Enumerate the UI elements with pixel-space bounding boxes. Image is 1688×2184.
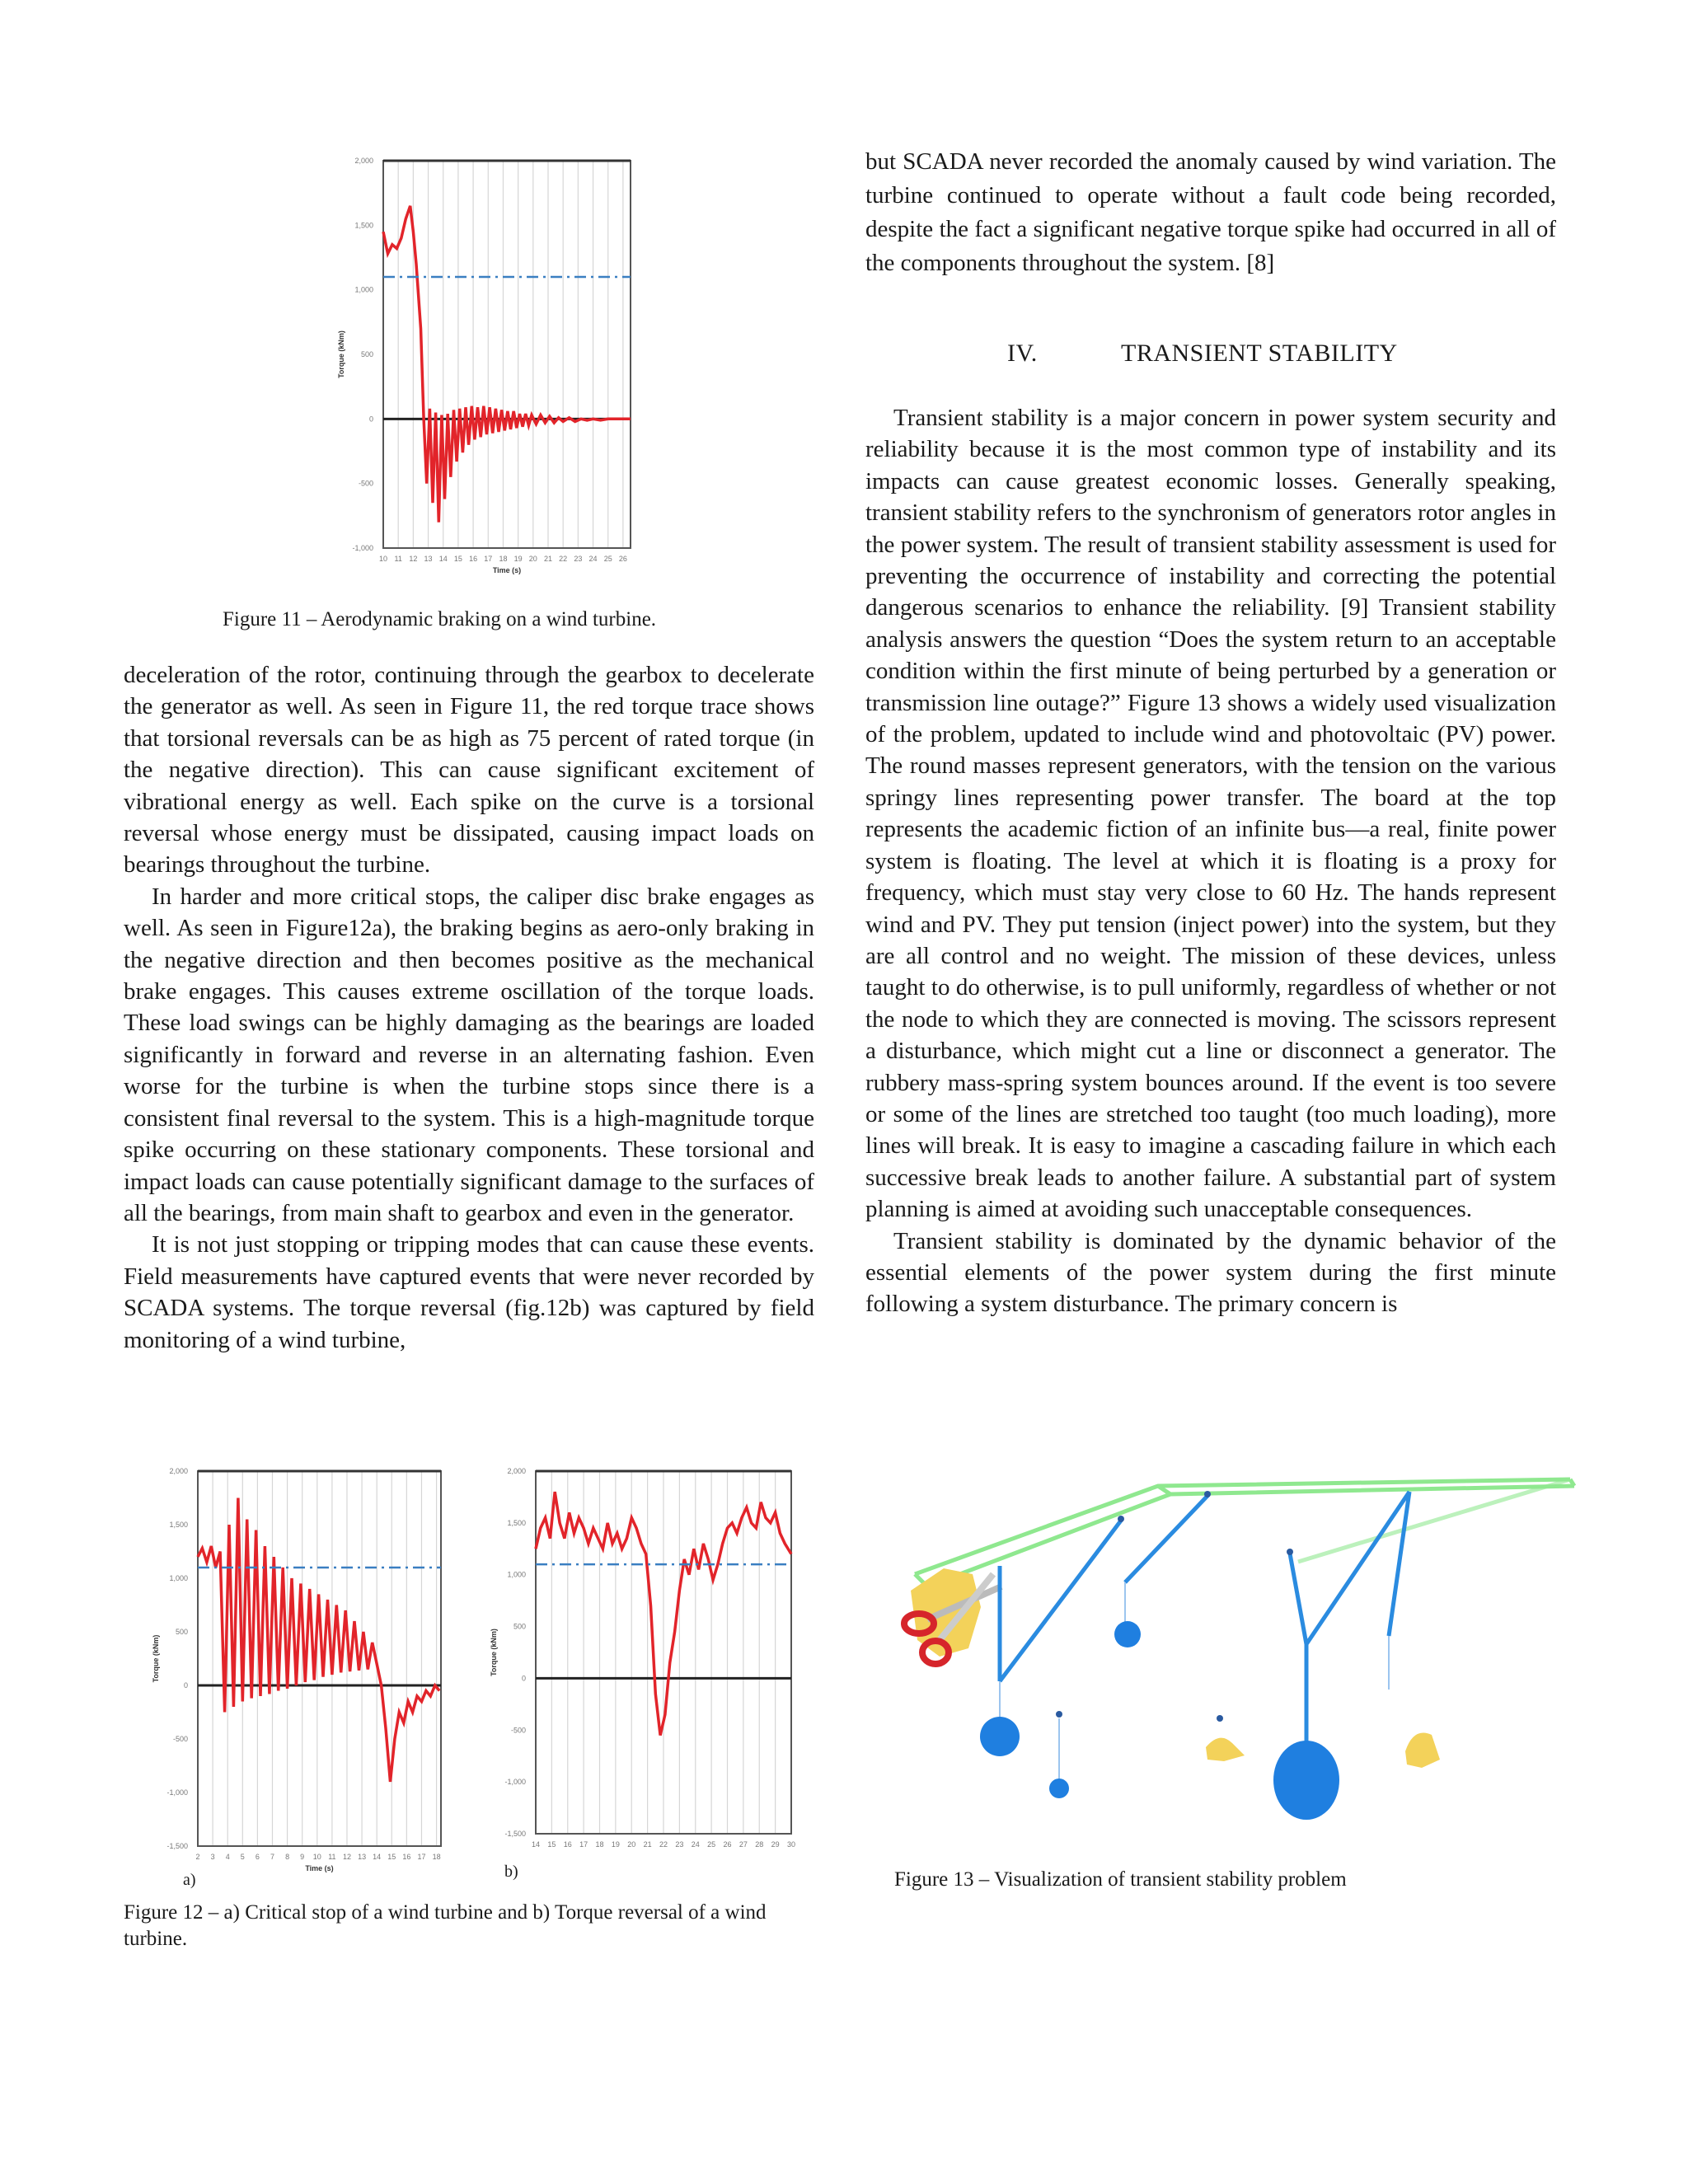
fig12a-x-tick-label: 10 xyxy=(312,1853,321,1861)
generator-mass xyxy=(980,1717,1020,1756)
fig12b-y-tick-label: -500 xyxy=(510,1726,526,1735)
fig11-y-tick-label: -1,000 xyxy=(352,544,373,552)
fig12a-x-tick-label: 8 xyxy=(285,1853,290,1861)
figure-12b-chart xyxy=(478,1459,808,1871)
fig12b-x-tick-label: 24 xyxy=(691,1840,700,1849)
fig12a-y-tick-label: 500 xyxy=(175,1628,188,1636)
right-paragraph-0: but SCADA never recorded the anomaly caused by wind variation. The turbine continued to operate without a fault code being recorded, despite the fact a significant negative torque spike had occurred in all of the components throughout the system. [8] xyxy=(865,148,1556,276)
fig11-x-tick-label: 23 xyxy=(574,555,583,563)
fig11-y-tick-label: 500 xyxy=(360,350,373,359)
fig12a-x-tick-label: 11 xyxy=(328,1853,336,1861)
generator-mass xyxy=(1114,1621,1141,1647)
fig12b-x-tick-label: 26 xyxy=(723,1840,732,1849)
fig12b-x-tick-label: 21 xyxy=(643,1840,652,1849)
fig12a-x-axis-label: Time (s) xyxy=(305,1864,334,1872)
fig12b-y-tick-label: -1,000 xyxy=(504,1778,526,1787)
fig12b-y-axis-label: Torque (kNm) xyxy=(490,1629,498,1676)
section-number: IV. xyxy=(1007,340,1038,367)
fig11-x-tick-label: 15 xyxy=(453,555,462,563)
fig12a-y-axis-label: Torque (kNm) xyxy=(152,1634,160,1683)
fig11-x-tick-label: 18 xyxy=(499,555,508,563)
hand-icon xyxy=(1405,1733,1440,1769)
fig12b-x-tick-label: 28 xyxy=(755,1840,764,1849)
left-paragraph-2: In harder and more critical stops, the caliper disc brake engages as well. As seen in Figure12a), the braking begins as aero-only braking in the negative direction and then becomes positive as the mechanical brake engages. This causes extreme oscillation of the torque loads. These load swings can be highly damaging as the bearings are loaded significantly in forward and reverse in an alternating fashion. Even worse for the turbine is when the turbine stops since there is a consistent final reversal to the system. This is a high-magnitude torque spike occurring on these stationary components. These torsional and impact loads can cause potentially significant damage to the surfaces of all the bearings, from main shaft to gearbox and even in the generator. xyxy=(124,883,814,1226)
right-paragraph-1: Transient stability is a major concern in power system security and reliability because it is the most common type of instability and its impacts can cause greatest economic losses. Generally speaking, transient stability refers to the synchronism of generators rotor angles in the power system. The result of transient stability assessment is used for preventing the occurrence of instability and correcting the potential dangerous scenarios to enhance the reliability. [9] Transient stability analysis answers the question “Does the system return to an acceptable condition within the first minute of being perturbed by a generation or transmission line outage?” Figure 13 shows a widely used visualization of the problem, updated to include wind and photovoltaic (PV) power. The round masses represent generators, with the tension on the various springy lines representing power transfer. The board at the top represents the academic fiction of an infinite bus—a real, finite power system is floating. The level at which it is floating is a proxy for frequency, which must stay very close to 60 Hz. The hands represent wind and PV. They put tension (inject power) into the system, but they are all control and no weight. The mission of these devices, unless taught to do otherwise, is to pull uniformly, regardless of whether or not the node to which they are connected is moving. The scissors represent a disturbance, which might cut a line or disconnect a generator. The rubbery mass-spring system bounces around. If the event is too severe or some of the lines are stretched too taught (too much loading), more lines will break. It is easy to imagine a cascading failure in which each successive break leads to another failure. A substantial part of system planning is aimed at avoiding such unacceptable consequences. xyxy=(865,405,1556,1223)
fig12b-x-tick-label: 27 xyxy=(738,1840,748,1849)
fig12a-x-tick-label: 18 xyxy=(432,1853,441,1861)
fig11-y-tick-label: -500 xyxy=(358,479,373,488)
figure-13-illustration xyxy=(894,1471,1611,1850)
fig12a-x-tick-label: 2 xyxy=(195,1853,200,1861)
hand-icon xyxy=(1206,1738,1245,1761)
fig12b-x-tick-label: 22 xyxy=(659,1840,668,1849)
figure-13-caption: Figure 13 – Visualization of transient stability problem xyxy=(894,1868,1347,1891)
fig11-x-tick-label: 21 xyxy=(543,555,553,563)
fig12b-y-tick-label: 0 xyxy=(521,1674,526,1683)
figure-11-caption: Figure 11 – Aerodynamic braking on a wind turbine. xyxy=(223,608,657,630)
fig12a-x-tick-label: 12 xyxy=(342,1853,351,1861)
figure-12a-label: a) xyxy=(183,1871,196,1889)
fig12a-y-tick-label: 1,500 xyxy=(169,1521,188,1529)
fig12a-y-tick-label: -1,500 xyxy=(166,1842,188,1850)
figure-12a-chart xyxy=(132,1459,462,1887)
fig11-y-tick-label: 0 xyxy=(368,415,373,424)
fig11-x-tick-label: 16 xyxy=(469,555,478,563)
left-column-text xyxy=(124,659,814,1356)
fig12b-x-tick-label: 17 xyxy=(579,1840,588,1849)
fig12b-x-tick-label: 20 xyxy=(627,1840,636,1849)
fig11-x-tick-label: 24 xyxy=(588,555,598,563)
fig12a-y-tick-label: -500 xyxy=(172,1735,188,1743)
fig12b-y-tick-label: 1,000 xyxy=(507,1570,526,1579)
right-paragraph-2: Transient stability is dominated by the dynamic behavior of the essential elements of the power system during the first minute following a system disturbance. The primary concern is xyxy=(865,1227,1556,1318)
fig12a-x-tick-label: 4 xyxy=(225,1853,230,1861)
fig12a-y-tick-label: 0 xyxy=(183,1681,188,1690)
fig11-x-tick-label: 12 xyxy=(409,555,418,563)
fig12a-x-tick-label: 7 xyxy=(270,1853,274,1861)
fig11-x-tick-label: 20 xyxy=(528,555,537,563)
section-title: TRANSIENT STABILITY xyxy=(1121,340,1398,367)
fig12a-x-tick-label: 3 xyxy=(210,1853,215,1861)
fig12a-x-tick-label: 17 xyxy=(417,1853,426,1861)
fig12a-x-tick-label: 5 xyxy=(240,1853,245,1861)
fig12a-y-tick-label: -1,000 xyxy=(166,1788,188,1797)
section-heading xyxy=(1007,340,1398,368)
fig12b-x-tick-label: 18 xyxy=(595,1840,604,1849)
fig11-x-tick-label: 14 xyxy=(438,555,448,563)
fig11-y-tick-label: 1,000 xyxy=(354,285,373,294)
fig11-x-tick-label: 10 xyxy=(378,555,388,563)
fig12b-y-tick-label: 2,000 xyxy=(507,1467,526,1475)
fig11-x-tick-label: 22 xyxy=(559,555,568,563)
left-paragraph-1: deceleration of the rotor, continuing through the gearbox to decelerate the generator as well. As seen in Figure 11, the red torque trace shows that torsional reversals can be as high as 75 percent of rated torque (in the negative direction). This can cause significant excitement of vibrational energy as well. Each spike on the curve is a torsional reversal whose energy must be dissipated, causing impact loads on bearings throughout the turbine. xyxy=(124,662,814,879)
fig11-y-tick-label: 1,500 xyxy=(354,221,373,230)
fig11-x-tick-label: 19 xyxy=(513,555,523,563)
fig12a-x-tick-label: 16 xyxy=(402,1853,411,1861)
fig12a-x-tick-label: 14 xyxy=(373,1853,382,1861)
fig11-x-tick-label: 25 xyxy=(603,555,612,563)
figure-11-chart xyxy=(305,144,651,589)
fig12a-y-tick-label: 1,000 xyxy=(169,1574,188,1582)
fig12b-y-tick-label: 1,500 xyxy=(507,1518,526,1527)
fig12a-torque-trace xyxy=(198,1498,439,1783)
fig11-x-tick-label: 17 xyxy=(484,555,493,563)
fig12b-x-tick-label: 16 xyxy=(563,1840,572,1849)
fig11-x-axis-label: Time (s) xyxy=(492,566,522,574)
fig11-y-axis-label: Torque (kNm) xyxy=(337,330,345,378)
fig12a-y-tick-label: 2,000 xyxy=(169,1467,188,1475)
right-column-top-text xyxy=(865,145,1556,280)
generator-mass xyxy=(1273,1741,1339,1820)
fig12b-x-tick-label: 19 xyxy=(611,1840,620,1849)
fig12b-x-tick-label: 23 xyxy=(675,1840,684,1849)
fig11-y-tick-label: 2,000 xyxy=(354,157,373,165)
fig12b-x-tick-label: 15 xyxy=(547,1840,556,1849)
right-column-text xyxy=(865,402,1556,1320)
fig12b-x-tick-label: 30 xyxy=(786,1840,796,1849)
fig11-x-tick-label: 26 xyxy=(618,555,627,563)
generator-mass xyxy=(1049,1779,1069,1798)
fig12a-x-tick-label: 6 xyxy=(255,1853,260,1861)
fig12a-x-tick-label: 9 xyxy=(300,1853,305,1861)
fig12a-x-tick-label: 15 xyxy=(387,1853,396,1861)
infinite-bus-board xyxy=(915,1479,1574,1586)
fig12b-y-tick-label: -1,500 xyxy=(504,1830,526,1838)
fig11-x-tick-label: 13 xyxy=(424,555,433,563)
fig11-x-tick-label: 11 xyxy=(394,555,402,563)
fig12b-y-tick-label: 500 xyxy=(513,1622,526,1631)
fig12b-x-tick-label: 14 xyxy=(531,1840,541,1849)
figure-12-caption: Figure 12 – a) Critical stop of a wind turbine and b) Torque reversal of a wind turbine. xyxy=(124,1901,767,1950)
fig12b-x-tick-label: 25 xyxy=(707,1840,716,1849)
figure-12b-label: b) xyxy=(504,1863,518,1881)
left-paragraph-3: It is not just stopping or tripping modes that can cause these events. Field measurements have captured events that were never recorded by SCADA systems. The torque reversal (fig.12b) was captured by field monitoring of a wind turbine, xyxy=(124,1231,814,1353)
fig12a-x-tick-label: 13 xyxy=(358,1853,367,1861)
fig12b-x-tick-label: 29 xyxy=(771,1840,780,1849)
